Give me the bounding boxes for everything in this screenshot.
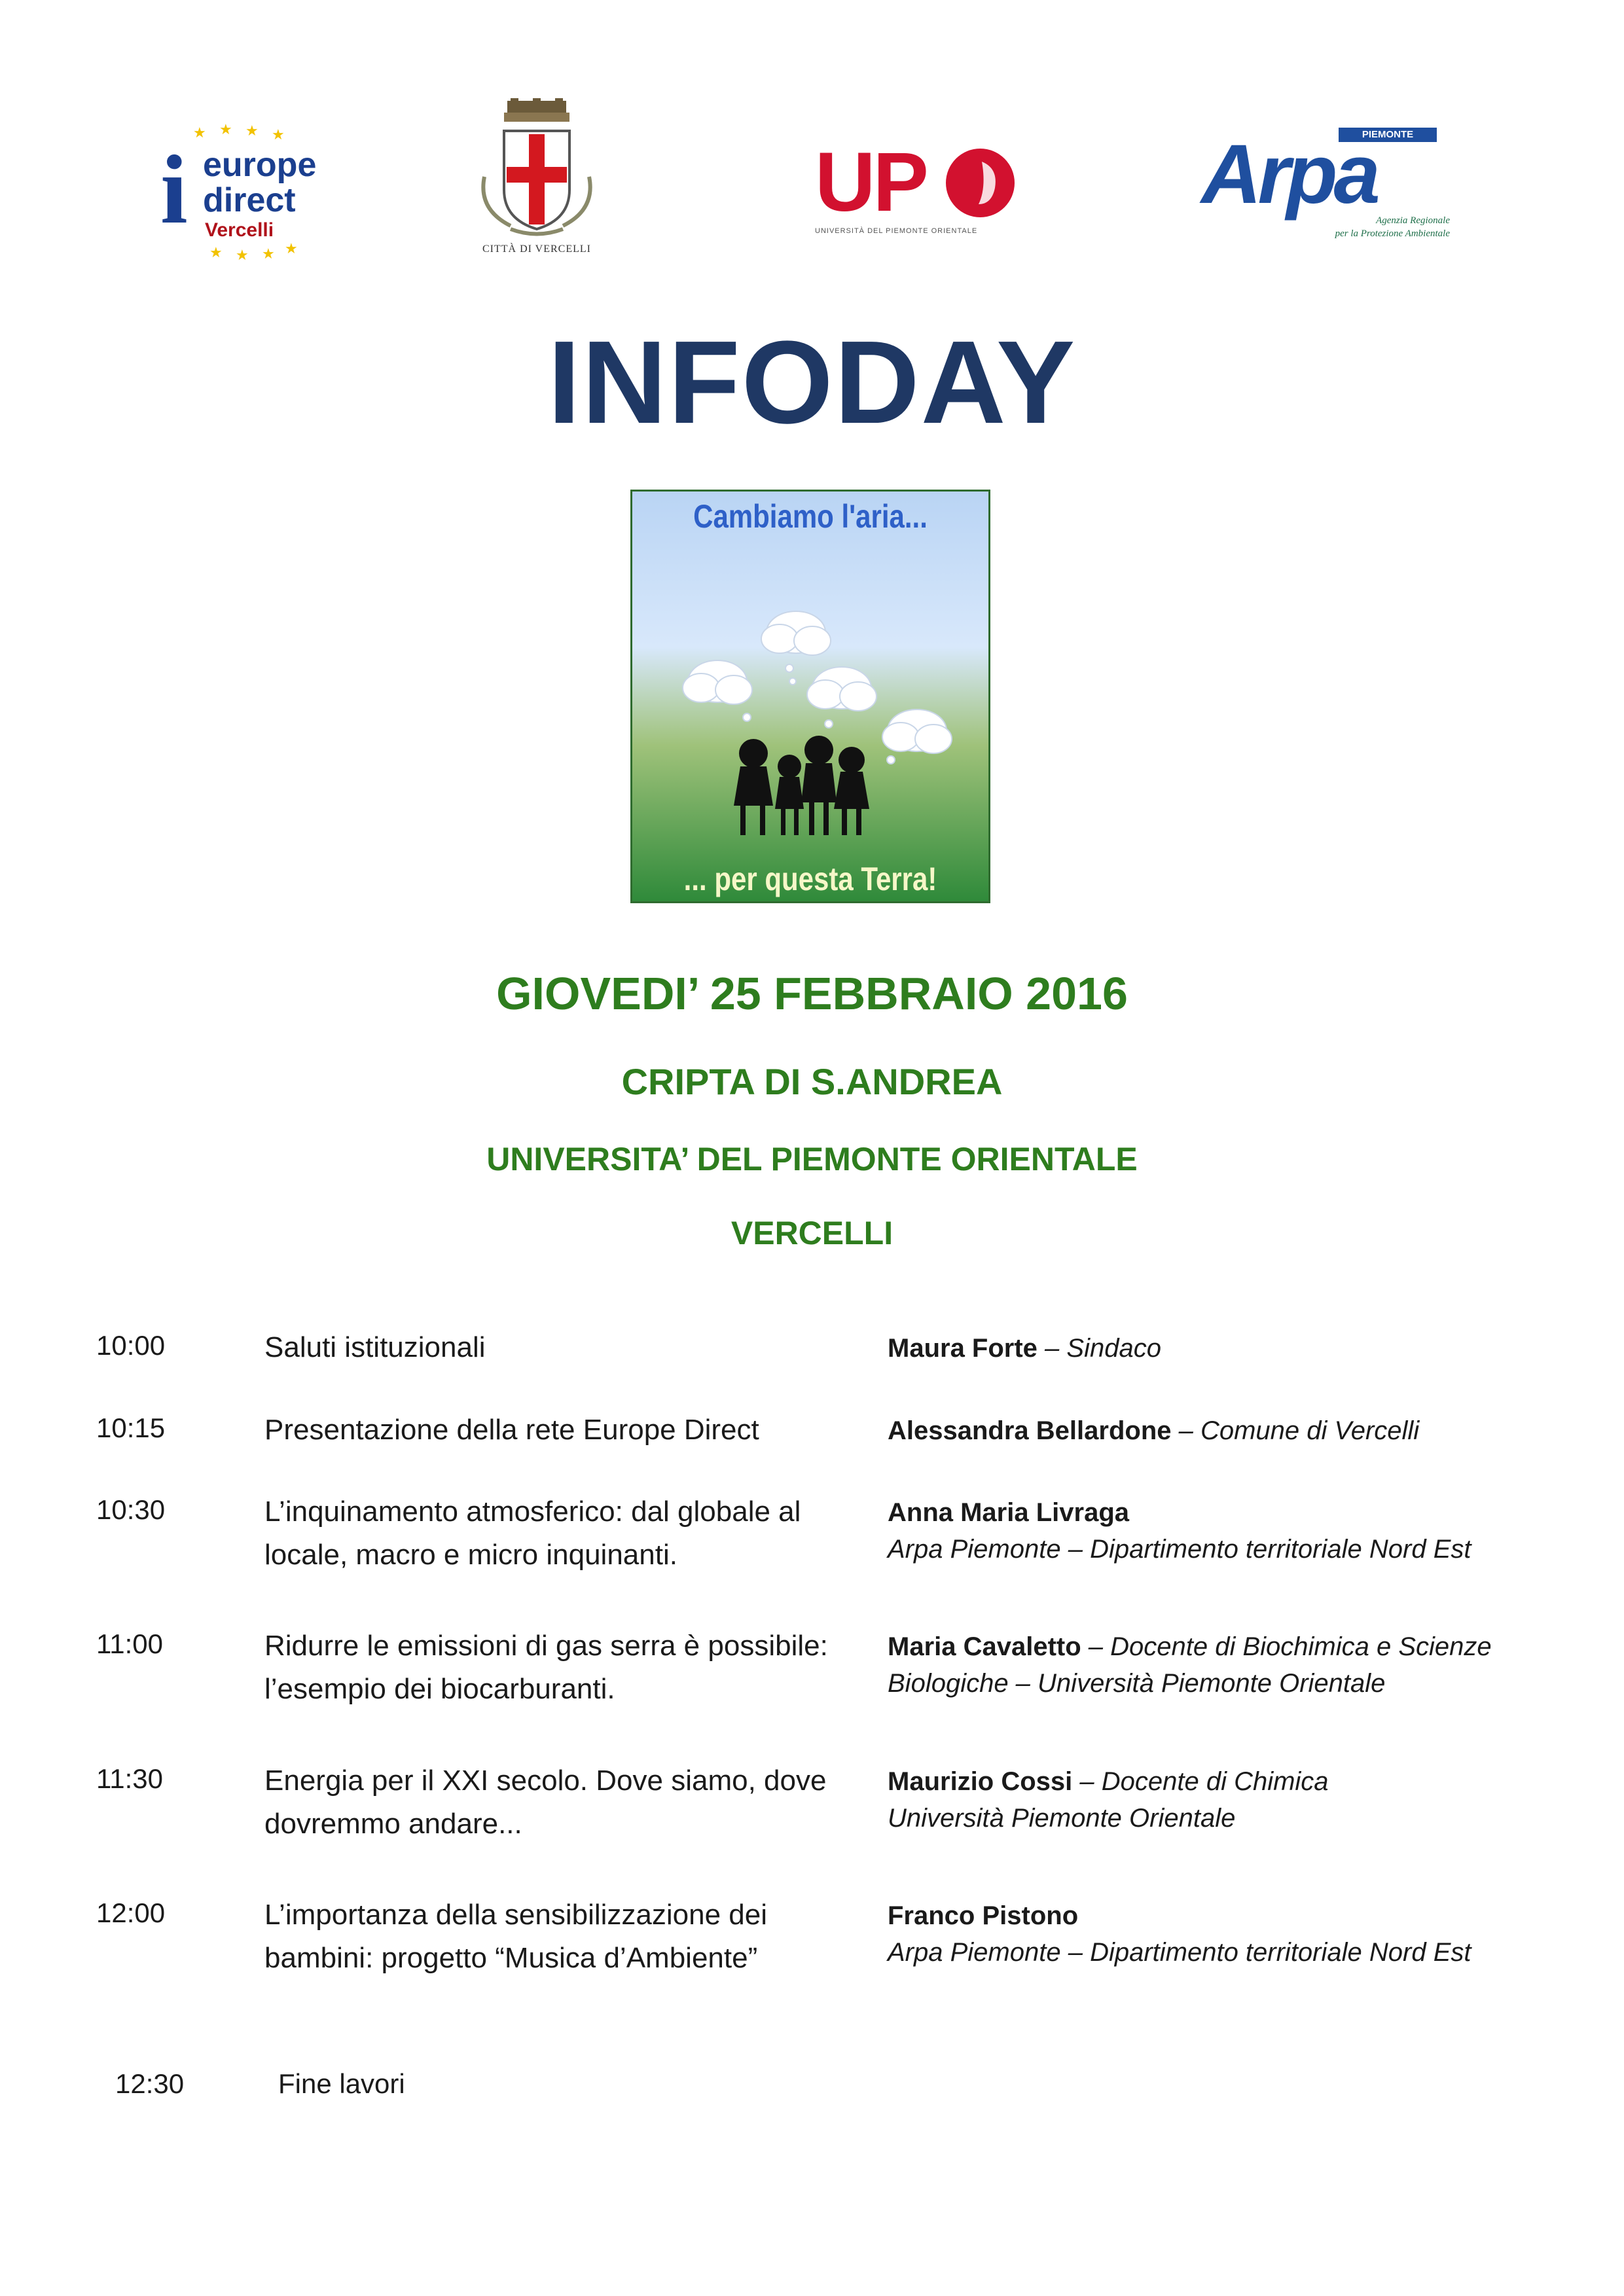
star-icon: ★ (262, 245, 275, 262)
coat-of-arms-icon (471, 98, 602, 239)
event-date: GIOVEDI’ 25 FEBBRAIO 2016 (496, 968, 1128, 1019)
europe-direct-one-mark: i (160, 135, 188, 244)
star-icon: ★ (219, 121, 232, 137)
star-icon: ★ (209, 244, 223, 260)
program-speaker: Maurizio Cossi – Docente di Chimica Università Piemonte Orientale (888, 1767, 1329, 1833)
program-description: Presentazione della rete Europe Direct (264, 1414, 759, 1446)
program-time: 10:15 (96, 1412, 166, 1443)
upo-circle-icon (946, 149, 1015, 217)
upo-caption: UNIVERSITÀ DEL PIEMONTE ORIENTALE (815, 227, 978, 235)
program-speaker: Alessandra Bellardone – Comune di Vercelli (888, 1416, 1420, 1445)
program-speaker: Anna Maria Livraga Arpa Piemonte – Dipartimento territoriale Nord Est (888, 1498, 1471, 1564)
program-description: Energia per il XXI secolo. Dove siamo, dove dovremmo andare... (264, 1765, 827, 1840)
program-time: 11:00 (96, 1628, 163, 1659)
arpa-caption: Agenzia Regionale per la Protezione Ambientale (1335, 215, 1450, 239)
europe-direct-city: Vercelli (205, 219, 274, 241)
program-speaker: Franco Pistono Arpa Piemonte – Dipartimento territoriale Nord Est (888, 1901, 1471, 1967)
arpa-wordmark: Arpa (1201, 128, 1377, 221)
program-speaker: Maria Cavaletto – Docente di Biochimica e Scienze Biologiche – Università Piemonte Orientale (888, 1632, 1492, 1698)
event-poster-image (630, 490, 990, 903)
arpa-piemonte-logo (1201, 128, 1450, 242)
program-description: L’importanza della sensibilizzazione dei bambini: progetto “Musica d’Ambiente” (264, 1899, 768, 1974)
program-time: 12:00 (96, 1897, 166, 1928)
program-time: 10:00 (96, 1330, 166, 1361)
program-description: Saluti istituzionali (264, 1331, 486, 1363)
citta-caption: CITTÀ DI VERCELLI (482, 243, 591, 255)
event-venue: CRIPTA DI S.ANDREA (621, 1061, 1003, 1102)
program-speaker: Maura Forte – Sindaco (888, 1334, 1161, 1363)
star-icon: ★ (193, 124, 206, 141)
closing-label: Fine lavori (278, 2068, 405, 2099)
program-description: Ridurre le emissioni di gas serra è possibile: l’esempio dei biocarburanti. (264, 1630, 828, 1705)
program-time: 11:30 (96, 1763, 163, 1794)
page-title: INFODAY (547, 317, 1077, 448)
event-university: UNIVERSITA’ DEL PIEMONTE ORIENTALE (486, 1141, 1138, 1177)
event-city: VERCELLI (731, 1215, 893, 1251)
europe-direct-logo (154, 121, 324, 265)
program-time: 10:30 (96, 1494, 166, 1525)
poster-top-text: Cambiamo l'aria... (693, 497, 928, 535)
star-icon: ★ (245, 122, 259, 139)
star-icon: ★ (285, 240, 298, 257)
clouds-and-children-illustration (632, 492, 988, 901)
closing-time: 12:30 (115, 2068, 185, 2099)
poster-bottom-text: ... per questa Terra! (683, 860, 937, 897)
europe-direct-wordmark: europe direct (203, 146, 317, 219)
star-icon: ★ (236, 247, 249, 263)
upo-wordmark: UP (815, 135, 926, 229)
citta-di-vercelli-logo (471, 98, 602, 262)
program-description: L’inquinamento atmosferico: dal globale al locale, macro e micro inquinanti. (264, 1496, 801, 1571)
arpa-badge: PIEMONTE (1339, 128, 1437, 142)
star-icon: ★ (272, 126, 285, 143)
upo-logo (815, 135, 1024, 245)
